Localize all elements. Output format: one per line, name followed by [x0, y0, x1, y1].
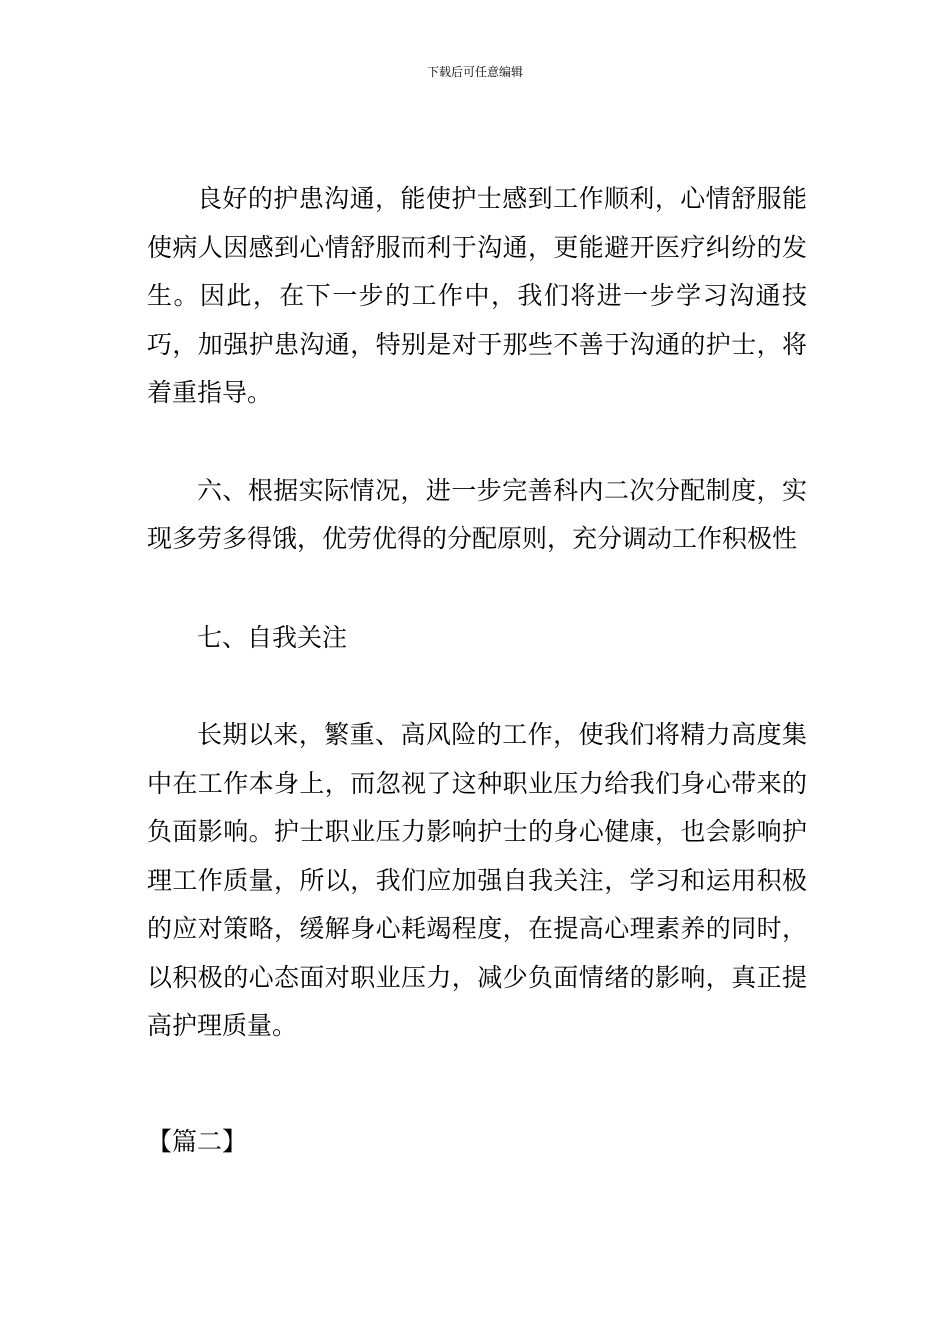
paragraph-self-care: 长期以来，繁重、高风险的工作，使我们将精力高度集中在工作本身上，而忽视了这种职业压力给我们身心带来的负面影响。护士职业压力影响护士的身心健康，也会影响护理工作质量，所以，我们应加强自我关注，学习和运用积极的应对策略，缓解身心耗竭程度，在提高心理素养的同时，以积极的心态面对职业压力，减少负面情绪的影响，真正提高护理质量。: [147, 720, 807, 1040]
paragraph-spacer: [147, 564, 807, 614]
page-header-note: 下载后可任意编辑: [426, 65, 523, 79]
paragraph-spacer: [147, 662, 807, 711]
paragraph-communication: 良好的护患沟通，能使护士感到工作顺利，心情舒服能使病人因感到心情舒服而利于沟通，更能避开医疗纠纷的发生。因此，在下一步的工作中，我们将进一步学习沟通技巧，加强护患沟通，特别是对于那些不善于沟通的护士，将着重指导。: [147, 184, 807, 407]
heading-section-seven: 七、自我关注: [197, 622, 348, 652]
paragraph-spacer: [147, 418, 807, 467]
section-label: 【篇二】: [147, 1127, 248, 1156]
paragraph-section-six: 六、根据实际情况，进一步完善科内二次分配制度，实现多劳多得饿，优劳优得的分配原则，充分调动工作积极性: [147, 475, 807, 553]
document-body: [147, 175, 807, 1051]
